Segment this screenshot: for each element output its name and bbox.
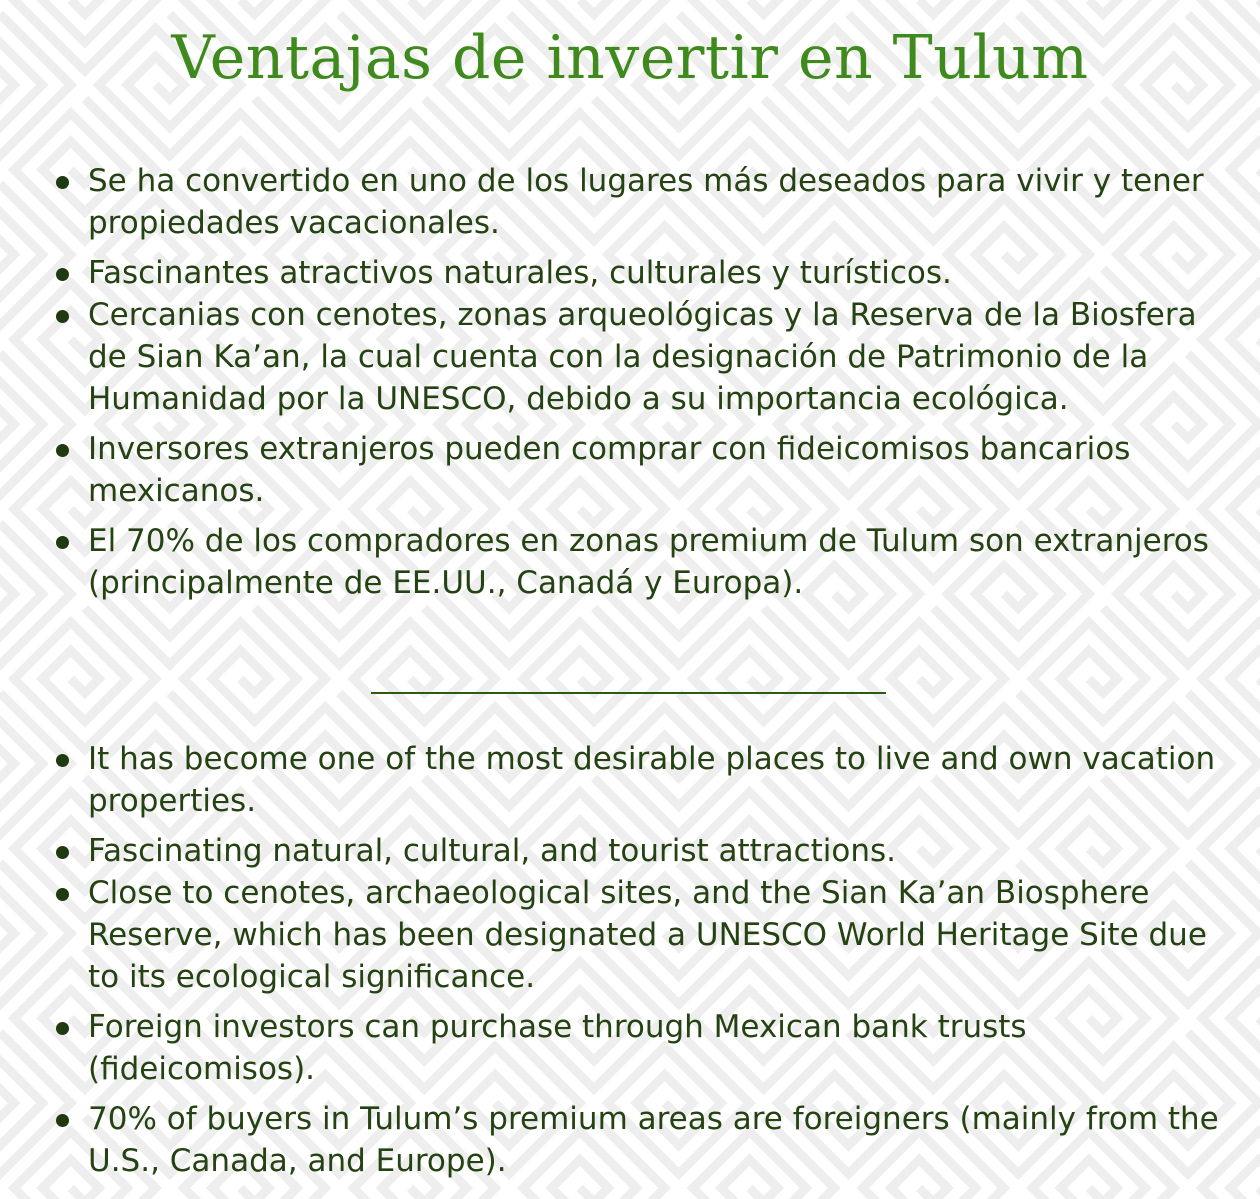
list-item-text: Fascinantes atractivos naturales, culturales y turísticos. <box>88 255 952 291</box>
bullet-dot-icon <box>56 754 69 767</box>
list-item <box>52 1006 1242 1090</box>
list-item-text: El 70% de los compradores en zonas premium de Tulum son extranjeros (principalmente de EE.UU., Canadá y Europa). <box>88 523 1209 601</box>
list-item <box>52 830 1242 872</box>
bullet-dot-icon <box>56 176 69 189</box>
bullet-dot-icon <box>56 846 69 859</box>
bullet-dot-icon <box>56 268 69 281</box>
list-item <box>52 428 1242 512</box>
bullet-dot-icon <box>56 310 69 323</box>
list-item <box>52 872 1242 998</box>
list-item-text: It has become one of the most desirable places to live and own vacation properties. <box>88 741 1216 819</box>
list-item-text: 70% of buyers in Tulum’s premium areas are foreigners (mainly from the U.S., Canada, and Europe). <box>88 1101 1219 1179</box>
list-item-text: Se ha convertido en uno de los lugares más deseados para vivir y tener propiedades vacacionales. <box>88 163 1204 241</box>
list-item-text: Foreign investors can purchase through Mexican bank trusts (fideicomisos). <box>88 1009 1027 1087</box>
list-item <box>52 1098 1242 1182</box>
bullet-dot-icon <box>56 1114 69 1127</box>
list-item <box>52 294 1242 420</box>
list-item-text: Inversores extranjeros pueden comprar con fideicomisos bancarios mexicanos. <box>88 431 1131 509</box>
bullet-dot-icon <box>56 888 69 901</box>
list-item <box>52 160 1242 244</box>
section-divider <box>371 692 886 694</box>
list-item <box>52 738 1242 822</box>
list-item-text: Cercanias con cenotes, zonas arqueológicas y la Reserva de la Biosfera de Sian Ka’an, la cual cuenta con la designación de Patrimonio de la Humanidad por la UNESCO, debido a su importancia ecológica. <box>88 297 1197 417</box>
list-item-text: Close to cenotes, archaeological sites, and the Sian Ka’an Biosphere Reserve, which has been designated a UNESCO World Heritage Site due to its ecological significance. <box>88 875 1207 995</box>
page-title: Ventajas de invertir en Tulum <box>171 23 1089 93</box>
bullet-dot-icon <box>56 1022 69 1035</box>
english-advantages-list <box>52 738 1242 1182</box>
bullet-dot-icon <box>56 444 69 457</box>
list-item <box>52 520 1242 604</box>
list-item <box>52 252 1242 294</box>
bullet-dot-icon <box>56 536 69 549</box>
list-item-text: Fascinating natural, cultural, and tourist attractions. <box>88 833 896 869</box>
spanish-advantages-list <box>52 160 1242 604</box>
